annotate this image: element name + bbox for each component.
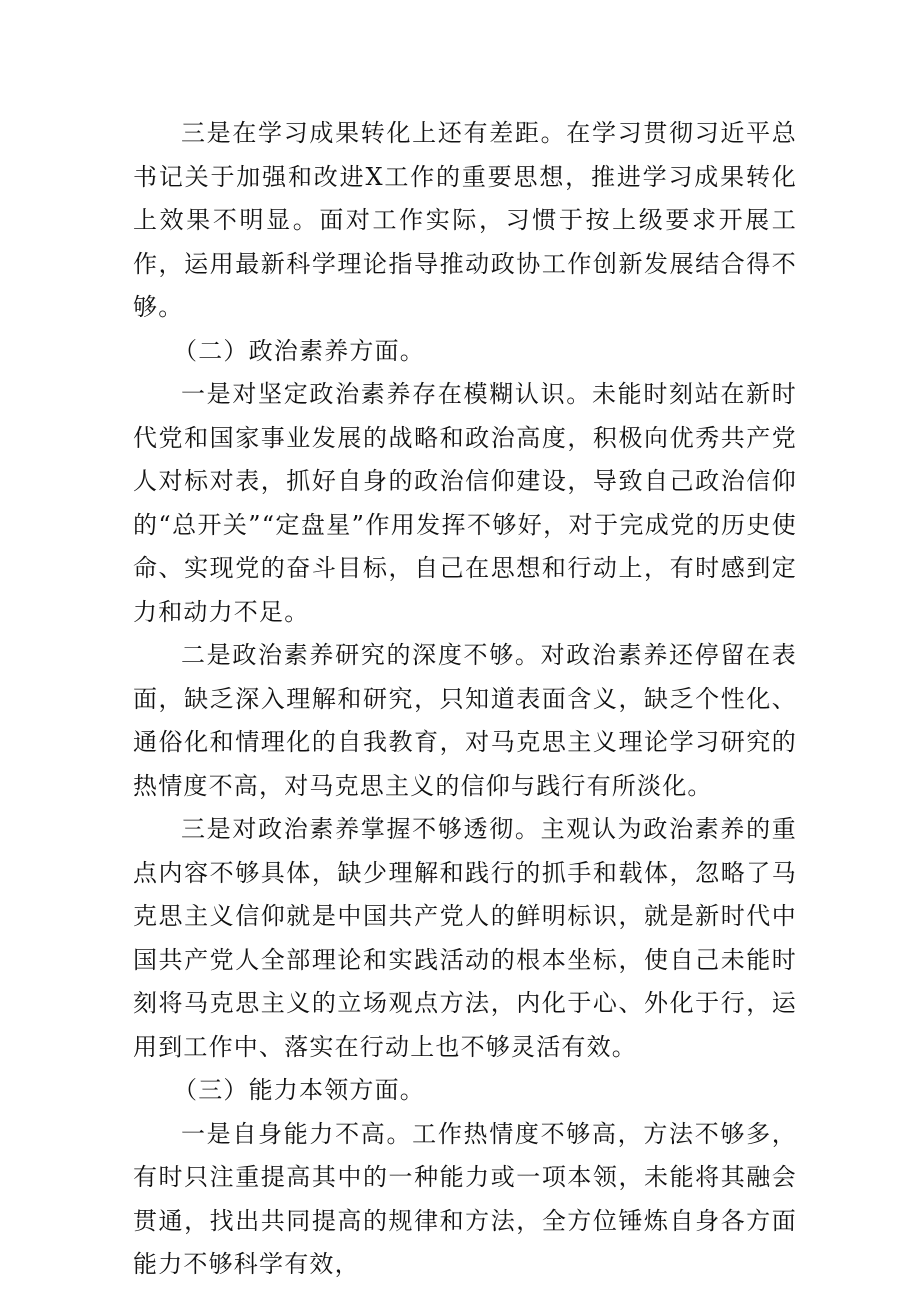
- paragraph-personal-ability: 一是自身能力不高。工作热情度不够高，方法不够多，有时只注重提高其中的一种能力或一项本领，未能将其融会贯通，找出共同提高的规律和方法，全方位锤炼自身各方面能力不够科学有效，: [133, 1119, 797, 1278]
- paragraph-learning-outcomes: 三是在学习成果转化上还有差距。在学习贯彻习近平总书记关于加强和改进X工作的重要思想，推进学习成果转化上效果不明显。面对工作实际，习惯于按上级要求开展工作，运用最新科学理论指导推动政协工作创新发展结合得不够。: [133, 119, 797, 321]
- paragraph-political-belief: 一是对坚定政治素养存在模糊认识。未能时刻站在新时代党和国家事业发展的战略和政治高度，积极向优秀共产党人对标对表，抓好自身的政治信仰建设，导致自己政治信仰的“总开关”“定盘星”作用发挥不够好，对于完成党的历史使命、实现党的奋斗目标，自己在思想和行动上，有时感到定力和动力不足。: [133, 380, 797, 626]
- document-page: [133, 112, 797, 1287]
- section-heading-ability: （三）能力本领方面。: [173, 1076, 425, 1104]
- paragraph-research-depth: 二是政治素养研究的深度不够。对政治素养还停留在表面，缺乏深入理解和研究，只知道表面含义，缺乏个性化、通俗化和情理化的自我教育，对马克思主义理论学习研究的热情度不高，对马克思主义的信仰与践行有所淡化。: [133, 641, 797, 800]
- section-heading-political-literacy: （二）政治素养方面。: [173, 336, 425, 365]
- paragraph-mastery: 三是对政治素养掌握不够透彻。主观认为政治素养的重点内容不够具体，缺少理解和践行的抓手和载体，忽略了马克思主义信仰就是中国共产党人的鲜明标识，就是新时代中国共产党人全部理论和实践活动的根本坐标，使自己未能时刻将马克思主义的立场观点方法，内化于心、外化于行，运用到工作中、落实在行动上也不够灵活有效。: [133, 815, 797, 1061]
